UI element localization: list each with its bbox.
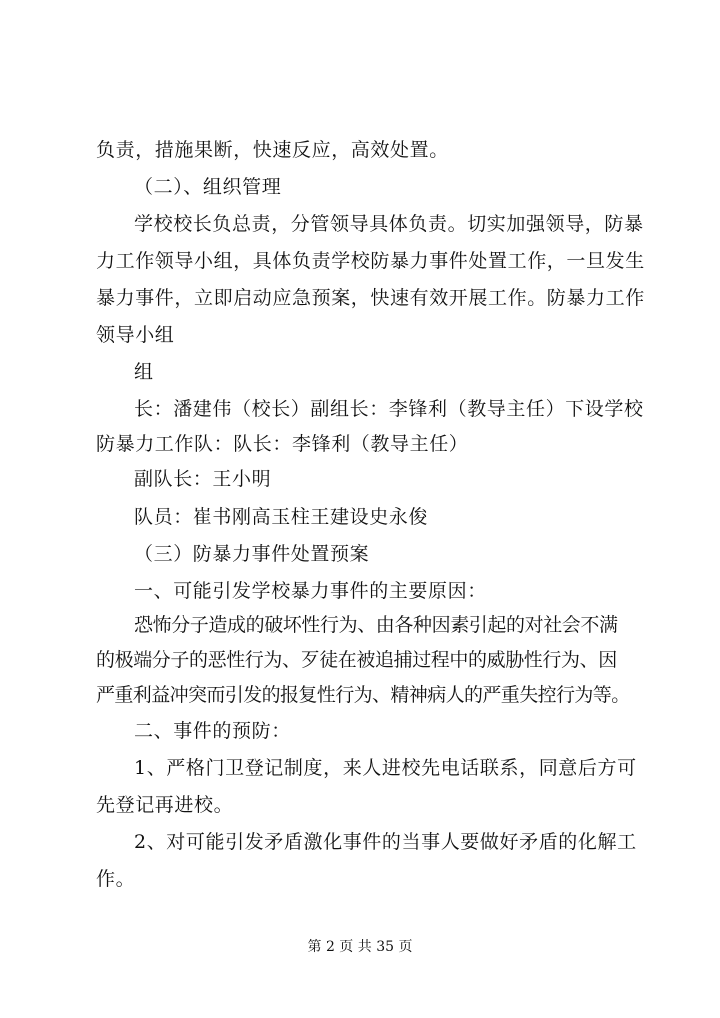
paragraph-line: 的极端分子的恶性行为、歹徒在被追捕过程中的威胁性行为、因	[96, 649, 617, 671]
paragraph-line: 学校校长负总责，分管领导具体负责。切实加强领导，防暴	[134, 213, 644, 235]
paragraph-line: 队员：崔书刚高玉柱王建设史永俊	[134, 506, 429, 528]
paragraph-line: 副队长：王小明	[134, 468, 272, 490]
section-heading: （三）防暴力事件处置预案	[134, 543, 370, 565]
paragraph-line: 长：潘建伟（校长）副组长：李锋利（教导主任）下设学校	[134, 398, 644, 420]
page-footer: 第 2 页 共 35 页	[307, 939, 413, 955]
paragraph-line: 暴力事件，立即启动应急预案，快速有效开展工作。防暴力工作	[96, 287, 645, 309]
section-heading: （二）、组织管理	[134, 176, 282, 198]
paragraph-line: 一、可能引发学校暴力事件的主要原因：	[134, 580, 487, 602]
paragraph-line: 力工作领导小组，具体负责学校防暴力事件处置工作，一旦发生	[96, 250, 645, 272]
paragraph-line: 1、严格门卫登记制度，来人进校先电话联系，同意后方可	[134, 757, 637, 779]
paragraph-line: 组	[134, 361, 154, 383]
paragraph-line: 作。	[96, 868, 136, 890]
paragraph-line: 领导小组	[96, 324, 175, 346]
paragraph-line: 严重利益冲突而引发的报复性行为、精神病人的严重失控行为等。	[96, 684, 630, 706]
paragraph-line: 2、对可能引发矛盾激化事件的当事人要做好矛盾的化解工	[134, 831, 637, 853]
paragraph-line: 负责，措施果断，快速反应，高效处置。	[96, 139, 449, 161]
paragraph-line: 恐怖分子造成的破坏性行为、由各种因素引起的对社会不满	[134, 614, 618, 636]
paragraph-line: 先登记再进校。	[96, 794, 234, 816]
section-heading: 二、事件的预防：	[134, 720, 291, 742]
paragraph-line: 防暴力工作队：队长：李锋利（教导主任）	[96, 433, 469, 455]
